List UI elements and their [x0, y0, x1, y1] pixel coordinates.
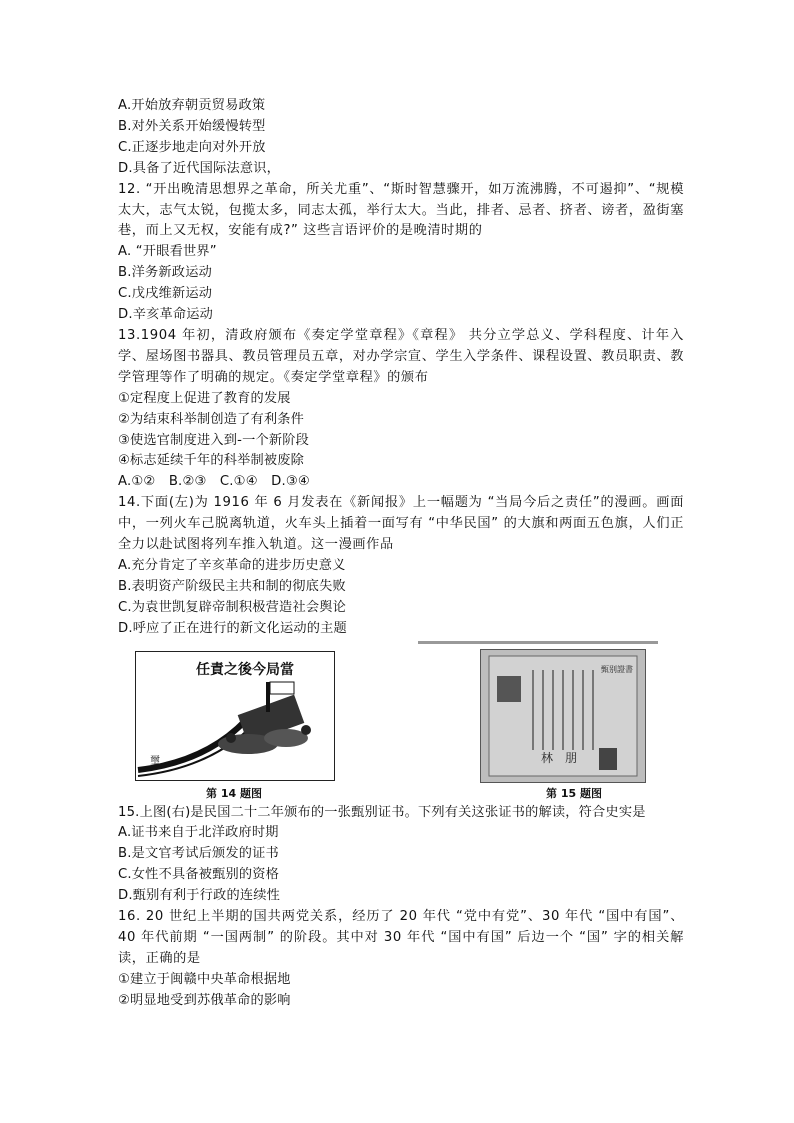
- figure-15-caption: 第 15 题图: [546, 786, 602, 800]
- question-15: [118, 803, 684, 908]
- question-stem: 13.1904 年初，清政府颁布《奏定学堂章程》《章程》 共分立学总义、学科程度、计年入学、屋场图书器具、教员管理员五章，对办学宗宣、学生入学条件、课程设置、教员职责、教学管理等作了明确的规定。《奏定学堂章程》的颁布: [118, 327, 684, 385]
- statement-2: ②为结束科举制创造了有利条件: [118, 411, 305, 427]
- q11-options: [118, 96, 684, 180]
- option-c: C.为袁世凯复辟帝制积极营造社会舆论: [118, 599, 346, 615]
- option-c: C.戊戌维新运动: [118, 286, 213, 302]
- exam-page: [118, 96, 684, 1012]
- statement-1: ①建立于闽赣中央革命根据地: [118, 971, 291, 987]
- figure-14-caption: 第 14 题图: [206, 786, 262, 800]
- option-b: B.是文官考试后颁发的证书: [118, 846, 279, 862]
- question-14: [118, 493, 684, 639]
- option-d: D.具备了近代国际法意识，: [118, 160, 281, 176]
- option-a: A. “开眼看世界”: [118, 244, 217, 260]
- question-stem: 15.上图(右)是民国二十二年颁布的一张甄别证书。下列有关这张证书的解读，符合史实是: [118, 804, 646, 820]
- question-stem: 12. “开出晚清思想界之革命，所关尤重”、“斯时智慧骤开，如万流沸腾，不可遏抑”、“规模太大，志气太锐，包揽太多，同志太孤，举行太大。当此，排者、忌者、挤者、谤者，盈街塞巷，而上又无权，安能有成?” 这些言语评价的是晚清时期的: [118, 181, 684, 239]
- option-c: C.女性不具备被甄别的资格: [118, 867, 280, 883]
- option-d: D.甄别有利于行政的连续性: [118, 888, 281, 904]
- question-stem: 16. 20 世纪上半期的国共两党关系，经历了 20 年代 “党中有党”、30 年代 “国中有国”、40 年代前期 “一国两制” 的阶段。其中对 30 年代 “国中有国” 后边一个 “国” 字的相关解读，正确的是: [118, 909, 684, 966]
- option-a: A.充分肯定了辛亥革命的进步历史意义: [118, 557, 346, 573]
- figure-14-cartoon: [135, 651, 335, 781]
- answer-choices: A.①② B.②③ C.①④ D.③④: [118, 474, 310, 490]
- option-b: B.洋务新政运动: [118, 265, 212, 281]
- portrait-photo: [599, 748, 617, 770]
- option-c: C.正逐步地走向对外开放: [118, 139, 266, 155]
- question-stem: 14.下面(左)为 1916 年 6 月发表在《新闻报》上一幅题为 “当局今后之责任”的漫画。画面中，一列火车己脱离轨道，火车头上插着一面写有 “中华民国” 的大旗和两面五色旗，人们正全力以赴试图将列车推入轨道。这一漫画作品: [118, 495, 684, 553]
- scan-artifact-line: [418, 641, 658, 644]
- artist-signature: 璽: [150, 755, 160, 767]
- certificate-photo: [481, 650, 645, 782]
- option-d: D.辛亥革命运动: [118, 307, 214, 323]
- cartoon-title: 任責之後今局當: [196, 661, 294, 678]
- question-16: [118, 907, 684, 1012]
- cartoon-illustration: [136, 652, 334, 780]
- figure-15-certificate: [480, 649, 646, 783]
- statement-3: ③使选官制度进入到-一个新阶段: [118, 432, 310, 448]
- certificate-title: 甄别證書: [601, 664, 633, 674]
- signature-mark: 林 朋: [541, 750, 578, 765]
- option-b: B.表明资产阶级民主共和制的彻底失败: [118, 578, 346, 594]
- option-a: A.证书来自于北洋政府时期: [118, 825, 279, 841]
- statement-1: ①定程度上促进了教育的发展: [118, 390, 291, 406]
- question-12: [118, 180, 684, 326]
- figure-row: [118, 643, 684, 803]
- option-a: A.开始放弃朝贡贸易政策: [118, 98, 266, 113]
- statement-2: ②明显地受到苏俄革命的影响: [118, 992, 291, 1008]
- train-and-crowd: [218, 682, 311, 754]
- question-13: [118, 326, 684, 493]
- option-d: D.呼应了正在进行的新文化运动的主题: [118, 620, 347, 636]
- certificate-text-columns: [533, 670, 593, 750]
- option-b: B.对外关系开始缓慢转型: [118, 118, 266, 134]
- official-seal-icon: [497, 676, 521, 702]
- statement-4: ④标志延续千年的科举制被废除: [118, 453, 305, 469]
